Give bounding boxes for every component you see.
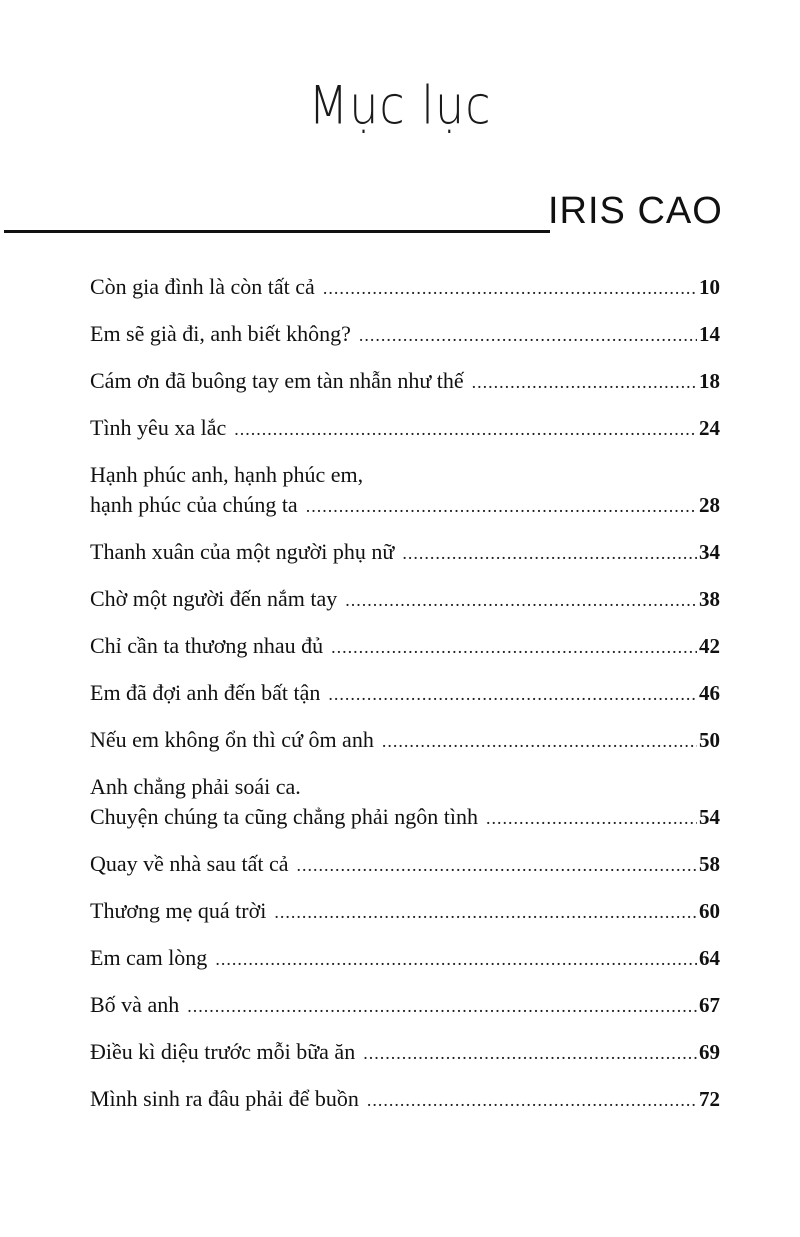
- toc-entry: [90, 366, 720, 397]
- toc-page-number: 18: [699, 369, 720, 393]
- toc-entry-title: Nếu em không ổn thì cứ ôm anh: [90, 727, 374, 752]
- toc-entry-title: Bố và anh: [90, 992, 180, 1017]
- toc-page-number: 67: [699, 993, 720, 1017]
- dot-leader: [274, 897, 697, 927]
- toc-entry: [90, 896, 720, 927]
- toc-entry-title: Tình yêu xa lắc: [90, 415, 227, 440]
- dot-leader: [297, 850, 697, 880]
- toc-entry-row: [90, 1037, 720, 1068]
- toc-entry-title: hạnh phúc của chúng ta: [90, 492, 298, 517]
- toc-entry: [90, 725, 720, 756]
- toc-page-number: 10: [699, 275, 720, 299]
- toc-entry: [90, 943, 720, 974]
- toc-entry-row: [90, 366, 720, 397]
- toc-page-number: 42: [699, 634, 720, 658]
- dot-leader: [323, 273, 697, 303]
- toc-page-number: 69: [699, 1040, 720, 1064]
- toc-entry-row: [90, 537, 720, 568]
- toc-entry: [90, 537, 720, 568]
- toc-entry: [90, 631, 720, 662]
- toc-page-number: 54: [699, 805, 720, 829]
- toc-entry: [90, 319, 720, 350]
- toc-entry-title-line: Anh chẳng phải soái ca.: [90, 774, 301, 799]
- dot-leader: [359, 320, 697, 350]
- toc-entry-title: Chuyện chúng ta cũng chẳng phải ngôn tình: [90, 804, 478, 829]
- toc-entry: [90, 772, 720, 833]
- dot-leader: [331, 632, 697, 662]
- toc-entry-title: Quay về nhà sau tất cả: [90, 851, 289, 876]
- toc-page-number: 14: [699, 322, 720, 346]
- toc-entry-row: [90, 896, 720, 927]
- dot-leader: [306, 491, 697, 521]
- toc-entry-title: Chỉ cần ta thương nhau đủ: [90, 633, 324, 658]
- toc-page-number: 60: [699, 899, 720, 923]
- toc-entry-title: Em sẽ già đi, anh biết không?: [90, 321, 351, 346]
- toc-entry-row: [90, 725, 720, 756]
- toc-entry: [90, 584, 720, 615]
- toc-entry-row: [90, 319, 720, 350]
- toc-entry-row: [90, 584, 720, 615]
- toc-entry: [90, 413, 720, 444]
- toc-entry-title-line: Hạnh phúc anh, hạnh phúc em,: [90, 462, 364, 487]
- toc-entry-row: [90, 1084, 720, 1115]
- toc-entry-title: Em đã đợi anh đến bất tận: [90, 680, 321, 705]
- author-name: IRIS CAO: [548, 190, 723, 232]
- toc-entry: [90, 1084, 720, 1115]
- toc-page-number: 58: [699, 852, 720, 876]
- toc-entry: [90, 460, 720, 521]
- dot-leader: [382, 726, 697, 756]
- toc-page-number: 28: [699, 493, 720, 517]
- toc-entry-row: [90, 849, 720, 880]
- dot-leader: [363, 1038, 697, 1068]
- toc-page-number: 50: [699, 728, 720, 752]
- toc-page-number: 34: [699, 540, 720, 564]
- dot-leader: [367, 1085, 697, 1115]
- toc-page-number: 72: [699, 1087, 720, 1111]
- toc-entry-row: [90, 678, 720, 709]
- toc-entry-title: Thanh xuân của một người phụ nữ: [90, 539, 395, 564]
- toc-entry: [90, 990, 720, 1021]
- toc-entry-row: [90, 490, 720, 521]
- toc-entry-title: Thương mẹ quá trời: [90, 898, 267, 923]
- dot-leader: [345, 585, 697, 615]
- page-title: Mục lục: [308, 73, 492, 137]
- toc-entry-row: [90, 272, 720, 303]
- toc-entry-title: Em cam lòng: [90, 945, 208, 970]
- toc-entry-row: [90, 413, 720, 444]
- toc-entry-row: [90, 802, 720, 833]
- dot-leader: [234, 414, 697, 444]
- dot-leader: [486, 803, 697, 833]
- toc-entry: [90, 272, 720, 303]
- dot-leader: [402, 538, 697, 568]
- toc-page-number: 38: [699, 587, 720, 611]
- toc-entry-title: Cám ơn đã buông tay em tàn nhẫn như thế: [90, 368, 464, 393]
- toc-entry-row: [90, 631, 720, 662]
- toc-entry: [90, 849, 720, 880]
- dot-leader: [215, 944, 697, 974]
- toc-entry-title: Điều kì diệu trước mỗi bữa ăn: [90, 1039, 356, 1064]
- toc-page-number: 46: [699, 681, 720, 705]
- toc-entry-title: Chờ một người đến nắm tay: [90, 586, 338, 611]
- author-rule: [4, 230, 550, 233]
- dot-leader: [187, 991, 697, 1021]
- toc-entry-title: Mình sinh ra đâu phải để buồn: [90, 1086, 359, 1111]
- toc-entry-title: Còn gia đình là còn tất cả: [90, 274, 315, 299]
- toc-entry-row: [90, 943, 720, 974]
- dot-leader: [328, 679, 697, 709]
- toc-page-number: 64: [699, 946, 720, 970]
- table-of-contents: [90, 272, 720, 1131]
- dot-leader: [472, 367, 697, 397]
- toc-entry: [90, 678, 720, 709]
- toc-page-number: 24: [699, 416, 720, 440]
- toc-entry-row: [90, 990, 720, 1021]
- toc-entry: [90, 1037, 720, 1068]
